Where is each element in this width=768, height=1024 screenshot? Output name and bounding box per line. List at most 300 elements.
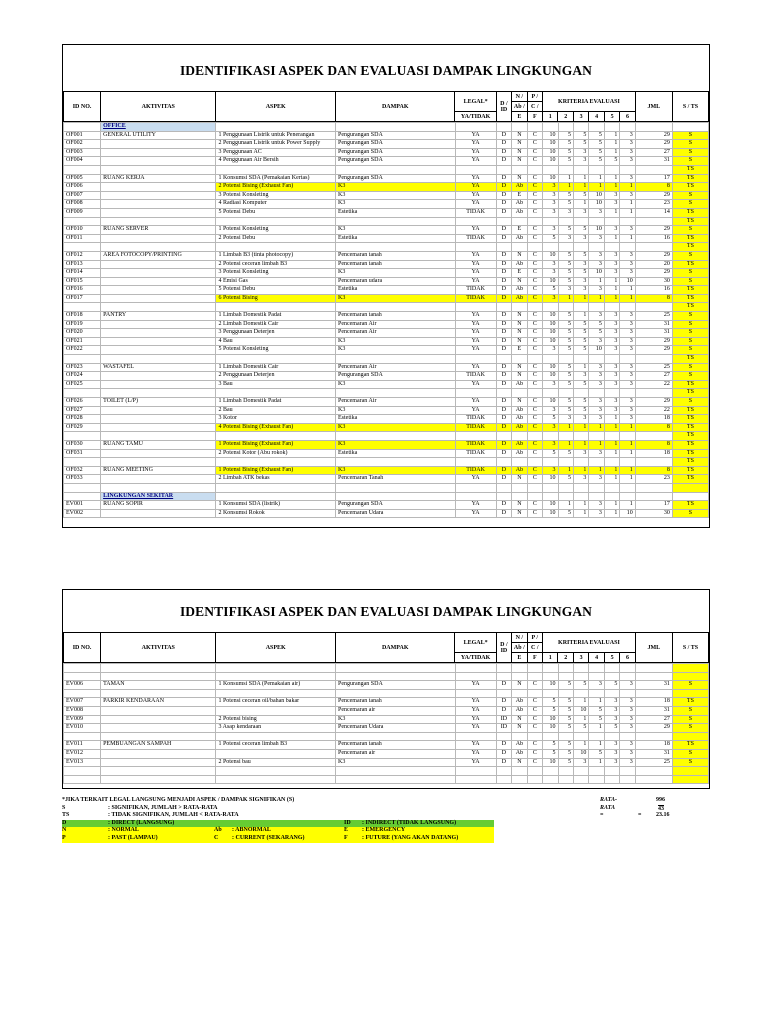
- cell-dampak: Pencemaran Udara: [335, 509, 455, 518]
- cell-id: [64, 243, 101, 252]
- cell-p: C: [527, 200, 542, 209]
- cell-aspek: [216, 389, 336, 398]
- cell-aktivitas: RUANG TAMU: [101, 440, 216, 449]
- cell-d: D: [496, 234, 511, 243]
- cell-k6: 3: [620, 398, 635, 407]
- cell-n: E: [512, 269, 527, 278]
- cell-n: Ab: [512, 208, 527, 217]
- cell-id: EV007: [64, 698, 101, 707]
- cell-p: C: [527, 157, 542, 166]
- cell-dampak: Pengurangan SDA: [335, 372, 455, 381]
- cell-n: [512, 432, 527, 441]
- cell-k6: 1: [620, 200, 635, 209]
- cell-jml: [635, 432, 672, 441]
- cell-id: OF028: [64, 415, 101, 424]
- legend-p-key: P: [62, 834, 66, 841]
- cell-k4: 5: [589, 715, 604, 724]
- cell-k4: 3: [589, 337, 604, 346]
- cell-d: [496, 689, 511, 698]
- cell-n: [512, 689, 527, 698]
- cell-k3: [573, 689, 588, 698]
- cell-aspek: [216, 672, 336, 681]
- cell-aspek: 2 Potensi ceceran limbah B3: [216, 260, 336, 269]
- cell-k6: 3: [620, 312, 635, 321]
- cell-jml: 16: [635, 286, 672, 295]
- cell-k4: 3: [589, 415, 604, 424]
- cell-k4: [589, 243, 604, 252]
- cell-jml: 18: [635, 698, 672, 707]
- table-row: [64, 449, 709, 458]
- cell-k5: [604, 243, 619, 252]
- equals-sign: =: [638, 812, 642, 819]
- cell-dampak: [335, 432, 455, 441]
- cell-legal: YA: [455, 681, 496, 690]
- cell-p: C: [527, 312, 542, 321]
- table-row: [64, 724, 709, 733]
- cell-k6: 3: [620, 157, 635, 166]
- cell-aspek: 4 Penggunaan Air Bersih: [216, 157, 336, 166]
- cell-dampak: [335, 767, 455, 776]
- cell-status: S: [672, 320, 708, 329]
- cell-d: D: [496, 312, 511, 321]
- cell-p: C: [527, 415, 542, 424]
- cell-id: OF013: [64, 260, 101, 269]
- cell-k6: 3: [620, 406, 635, 415]
- cell-id: OF006: [64, 183, 101, 192]
- table-row: [64, 294, 709, 303]
- cell-k6: [620, 767, 635, 776]
- cell-n: Ab: [512, 200, 527, 209]
- cell-dampak: [335, 732, 455, 741]
- cell-k3: [573, 243, 588, 252]
- cell-k2: 5: [558, 398, 573, 407]
- cell-dampak: Estetika: [335, 208, 455, 217]
- cell-aspek: [216, 432, 336, 441]
- cell-k2: [558, 243, 573, 252]
- cell-aktivitas: [101, 269, 216, 278]
- cell-jml: 23: [635, 200, 672, 209]
- cell-p: C: [527, 741, 542, 750]
- cell-jml: 29: [635, 346, 672, 355]
- cell-status: TS: [672, 208, 708, 217]
- cell-status: [672, 732, 708, 741]
- cell-status: [672, 775, 708, 784]
- cell-id: OF027: [64, 406, 101, 415]
- cell-dampak: K3: [335, 406, 455, 415]
- table-row: [64, 372, 709, 381]
- cell-jml: 31: [635, 681, 672, 690]
- table-row: [64, 432, 709, 441]
- cell-k2: 5: [558, 741, 573, 750]
- cell-p: [527, 389, 542, 398]
- cell-k5: 1: [604, 415, 619, 424]
- header-ab: Ab /: [512, 643, 527, 653]
- cell-aktivitas: [101, 724, 216, 733]
- cell-dampak: Pengurangan SDA: [335, 131, 455, 140]
- header-aspek: ASPEK: [216, 92, 336, 122]
- cell-id: EV006: [64, 681, 101, 690]
- cell-asp: [216, 492, 336, 501]
- cell-d: [496, 672, 511, 681]
- cell-jml: [635, 458, 672, 467]
- cell-d: [496, 664, 511, 673]
- cell-k6: 3: [620, 415, 635, 424]
- cell-k4: [589, 483, 604, 492]
- table-row: [64, 689, 709, 698]
- cell-aspek: 2 Potensi bising: [216, 715, 336, 724]
- cell-k1: 5: [543, 741, 558, 750]
- cell-p: C: [527, 174, 542, 183]
- cell-n: N: [512, 758, 527, 767]
- cell-asp: [216, 123, 336, 132]
- cell-n: [512, 303, 527, 312]
- cell-k4: [589, 303, 604, 312]
- cell-k1: 3: [543, 466, 558, 475]
- cell-dampak: [335, 775, 455, 784]
- table-row: [64, 741, 709, 750]
- cell-k3: 1: [573, 715, 588, 724]
- cell-k6: [620, 672, 635, 681]
- cell-k5: 3: [604, 698, 619, 707]
- cell-jml: [635, 775, 672, 784]
- cell-id: OF031: [64, 449, 101, 458]
- cell-k4: 1: [589, 174, 604, 183]
- cell-dampak: Pencemaran tanah: [335, 312, 455, 321]
- cell-id: [64, 732, 101, 741]
- sheet-page-1: [62, 44, 710, 528]
- cell-k1: 3: [543, 200, 558, 209]
- cell-k4: 3: [589, 398, 604, 407]
- cell-aktivitas: [101, 449, 216, 458]
- cell-k2: 5: [558, 372, 573, 381]
- cell-k3: [573, 492, 588, 501]
- cell-n: Ab: [512, 183, 527, 192]
- cell-n: E: [512, 191, 527, 200]
- cell-jml: [635, 303, 672, 312]
- cell-legal: YA: [455, 260, 496, 269]
- cell-jml: [635, 217, 672, 226]
- cell-n: [512, 355, 527, 364]
- cell-d: D: [496, 337, 511, 346]
- cell-k5: 1: [604, 277, 619, 286]
- cell-k2: [558, 689, 573, 698]
- cell-k5: 1: [604, 234, 619, 243]
- cell-aspek: [216, 458, 336, 467]
- cell-jml: 25: [635, 758, 672, 767]
- cell-k2: [558, 355, 573, 364]
- cell-k3: 5: [573, 320, 588, 329]
- cell-k6: [620, 689, 635, 698]
- cell-p: C: [527, 509, 542, 518]
- table-row: [64, 148, 709, 157]
- cell-legal: YA: [455, 380, 496, 389]
- cell-jml: 29: [635, 191, 672, 200]
- header-d-ab-id: [496, 92, 511, 122]
- cell-p: [527, 217, 542, 226]
- cell-k5: 3: [604, 741, 619, 750]
- cell-k2: 1: [558, 423, 573, 432]
- cell-aspek: 3 Penggunaan AC: [216, 148, 336, 157]
- cell-aktivitas: WASTAFEL: [101, 363, 216, 372]
- cell-jml: 25: [635, 363, 672, 372]
- cell-legal: YA: [455, 706, 496, 715]
- cell-id: [64, 689, 101, 698]
- cell-k5: 3: [604, 337, 619, 346]
- cell-status: S: [672, 706, 708, 715]
- cell-k3: [573, 217, 588, 226]
- cell-n: [512, 217, 527, 226]
- cell-jml: 27: [635, 372, 672, 381]
- cell-d: D: [496, 208, 511, 217]
- cell-jml: 29: [635, 226, 672, 235]
- cell-legal: YA: [455, 148, 496, 157]
- cell-aspek: 1 Potensi Bising (Exhaust Fan): [216, 466, 336, 475]
- cell-aktivitas: [101, 200, 216, 209]
- table-row: [64, 492, 709, 501]
- table-row: [64, 286, 709, 295]
- cell-k2: 5: [558, 449, 573, 458]
- cell-k5: 5: [604, 724, 619, 733]
- cell-k5: 1: [604, 208, 619, 217]
- table-row: [64, 140, 709, 149]
- cell-k1: 5: [543, 698, 558, 707]
- cell-k3: [573, 483, 588, 492]
- cell-k3: 1: [573, 363, 588, 372]
- cell-status: S: [672, 131, 708, 140]
- cell-aktivitas: RUANG MEETING: [101, 466, 216, 475]
- cell-status: TS: [672, 355, 708, 364]
- cell-k4: 3: [589, 501, 604, 510]
- cell-k4: 3: [589, 681, 604, 690]
- cell-p: C: [527, 724, 542, 733]
- cell-status: S: [672, 681, 708, 690]
- table-row: [64, 501, 709, 510]
- cell-n: N: [512, 157, 527, 166]
- header-k1: 1: [543, 653, 558, 663]
- cell-status: TS: [672, 183, 708, 192]
- cell-k2: [558, 672, 573, 681]
- header-e: E: [512, 653, 527, 663]
- cell-d: D: [496, 191, 511, 200]
- cell-k3: 5: [573, 131, 588, 140]
- cell-k1: 3: [543, 226, 558, 235]
- cell-p: [527, 483, 542, 492]
- cell-dampak: K3: [335, 269, 455, 278]
- cell-k1: 10: [543, 148, 558, 157]
- legend-ab-key: Ab: [214, 827, 222, 834]
- table-row: [64, 346, 709, 355]
- cell-k4: [589, 492, 604, 501]
- cell-aktivitas: [101, 148, 216, 157]
- cell-k5: [604, 775, 619, 784]
- table-row: [64, 749, 709, 758]
- cell-k6: 10: [620, 509, 635, 518]
- page-title: IDENTIFIKASI ASPEK DAN EVALUASI DAMPAK LINGKUNGAN: [179, 63, 593, 78]
- cell-legal: YA: [455, 183, 496, 192]
- cell-k4: [589, 664, 604, 673]
- cell-aspek: 1 Potensi Konsleting: [216, 226, 336, 235]
- cell-k3: [573, 672, 588, 681]
- cell-aspek: 2 Potensi bau: [216, 758, 336, 767]
- cell-p: [527, 672, 542, 681]
- cell-dampak: Estetika: [335, 415, 455, 424]
- cell-d: ID: [496, 715, 511, 724]
- cell-aktivitas: TAMAN: [101, 681, 216, 690]
- cell-k2: [558, 432, 573, 441]
- cell-k1: [543, 689, 558, 698]
- cell-k3: [573, 775, 588, 784]
- cell-p: [527, 303, 542, 312]
- cell-k6: 3: [620, 226, 635, 235]
- cell-k4: 1: [589, 741, 604, 750]
- cell-dampak: Estetika: [335, 234, 455, 243]
- header-legal: LEGAL*: [455, 92, 496, 112]
- cell-dampak: Pengurangan SDA: [335, 148, 455, 157]
- cell-k3: 3: [573, 475, 588, 484]
- cell-dampak: K3: [335, 346, 455, 355]
- cell-id: OF005: [64, 174, 101, 183]
- cell-d: D: [496, 372, 511, 381]
- cell-legal: YA: [455, 406, 496, 415]
- cell-d: D: [496, 174, 511, 183]
- cell-k3: 1: [573, 183, 588, 192]
- cell-n: N: [512, 140, 527, 149]
- cell-aktivitas: [101, 337, 216, 346]
- cell-k3: 3: [573, 260, 588, 269]
- cell-aktivitas: [101, 208, 216, 217]
- cell-aspek: [216, 767, 336, 776]
- cell-k5: [604, 732, 619, 741]
- cell-k6: [620, 483, 635, 492]
- cell-k6: [620, 389, 635, 398]
- cell-k1: 5: [543, 449, 558, 458]
- cell-p: C: [527, 706, 542, 715]
- cell-k1: [543, 217, 558, 226]
- cell-legal: [455, 389, 496, 398]
- cell-p: C: [527, 337, 542, 346]
- cell-k5: [604, 432, 619, 441]
- cell-d: D: [496, 406, 511, 415]
- cell-k6: 3: [620, 715, 635, 724]
- cell-k4: 3: [589, 372, 604, 381]
- cell-status: TS: [672, 260, 708, 269]
- cell-status: S: [672, 157, 708, 166]
- table-row: [64, 174, 709, 183]
- cell-k1: [543, 303, 558, 312]
- cell-k3: 3: [573, 758, 588, 767]
- cell-k2: 5: [558, 312, 573, 321]
- cell-id: OF029: [64, 423, 101, 432]
- cell-id: EV013: [64, 758, 101, 767]
- cell-k3: 5: [573, 337, 588, 346]
- cell-d: [496, 483, 511, 492]
- cell-k2: 3: [558, 286, 573, 295]
- cell-k5: [604, 123, 619, 132]
- table-body: [63, 122, 709, 518]
- cell-k4: [589, 458, 604, 467]
- cell-k2: 5: [558, 337, 573, 346]
- cell-k5: [604, 355, 619, 364]
- cell-d: D: [496, 475, 511, 484]
- cell-k6: [620, 303, 635, 312]
- cell-n: [512, 123, 527, 132]
- cell-k1: [543, 432, 558, 441]
- cell-id: OF017: [64, 294, 101, 303]
- cell-id: EV001: [64, 501, 101, 510]
- header-k3: 3: [573, 112, 588, 122]
- cell-d: D: [496, 449, 511, 458]
- cell-aktivitas: [101, 767, 216, 776]
- cell-aktivitas: [101, 329, 216, 338]
- cell-aktivitas: [101, 664, 216, 673]
- cell-dampak: [335, 355, 455, 364]
- cell-k5: 1: [604, 140, 619, 149]
- cell-status: TS: [672, 217, 708, 226]
- sheet-page-2: [62, 589, 710, 789]
- header-k5: 5: [604, 112, 619, 122]
- cell-k1: [543, 664, 558, 673]
- cell-k1: 10: [543, 337, 558, 346]
- cell-legal: YA: [455, 131, 496, 140]
- table-row: [64, 406, 709, 415]
- cell-status: TS: [672, 303, 708, 312]
- cell-k4: 10: [589, 226, 604, 235]
- cell-k6: 3: [620, 346, 635, 355]
- cell-aspek: 3 Bau: [216, 380, 336, 389]
- cell-status: S: [672, 329, 708, 338]
- cell-p: [527, 767, 542, 776]
- cell-k4: 1: [589, 183, 604, 192]
- cell-legal: YA: [455, 398, 496, 407]
- table-row: [64, 165, 709, 174]
- cell-id: OF010: [64, 226, 101, 235]
- cell-p: [527, 243, 542, 252]
- cell-n: N: [512, 398, 527, 407]
- cell-k5: 3: [604, 312, 619, 321]
- legend-row-n: [62, 827, 494, 835]
- cell-id: [64, 432, 101, 441]
- cell-d: D: [496, 681, 511, 690]
- cell-ya: [455, 492, 496, 501]
- cell-d: D: [496, 509, 511, 518]
- cell-k2: [558, 458, 573, 467]
- cell-k5: 3: [604, 372, 619, 381]
- cell-legal: [455, 432, 496, 441]
- cell-k4: 1: [589, 724, 604, 733]
- cell-k4: [589, 689, 604, 698]
- cell-k2: 1: [558, 174, 573, 183]
- cell-n: N: [512, 501, 527, 510]
- cell-legal: YA: [455, 337, 496, 346]
- cell-dampak: [335, 483, 455, 492]
- cell-k5: 3: [604, 269, 619, 278]
- cell-aktivitas: PANTRY: [101, 312, 216, 321]
- legend-ab-text: : ABNORMAL: [232, 827, 271, 834]
- table-row: [64, 423, 709, 432]
- table-row: [64, 664, 709, 673]
- cell-k1: [543, 389, 558, 398]
- cell-aktivitas: [101, 346, 216, 355]
- cell-legal: YA: [455, 200, 496, 209]
- cell-id: EV009: [64, 715, 101, 724]
- cell-jml: [635, 123, 672, 132]
- cell-k4: 3: [589, 286, 604, 295]
- cell-aspek: 5 Potensi Debu: [216, 208, 336, 217]
- cell-legal: YA: [455, 226, 496, 235]
- cell-legal: YA: [455, 157, 496, 166]
- cell-dampak: Estetika: [335, 286, 455, 295]
- cell-k2: 5: [558, 131, 573, 140]
